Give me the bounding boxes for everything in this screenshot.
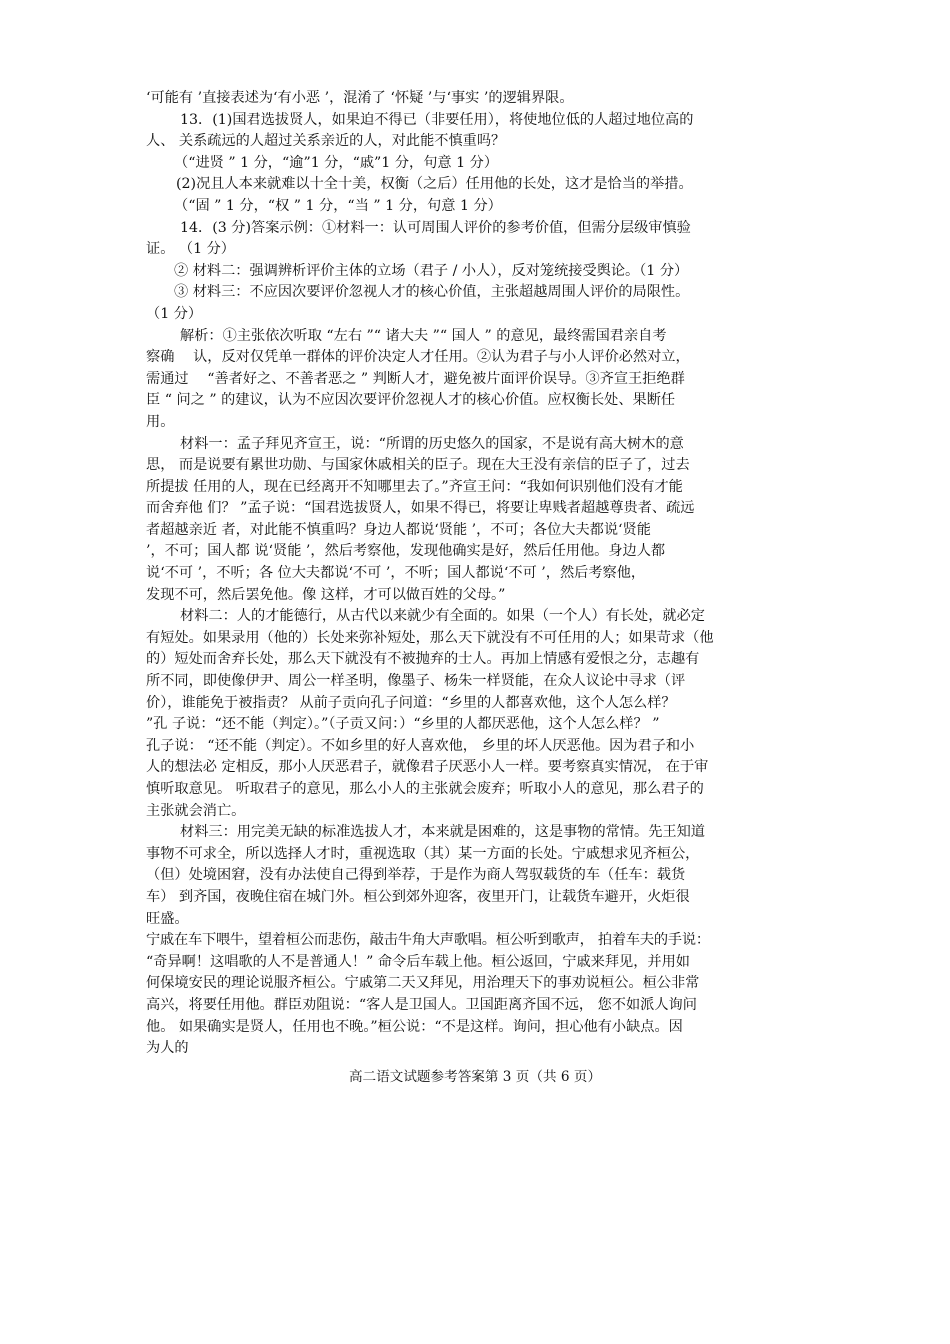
text-line: 人、 关系疏远的人超过关系亲近的人，对此能不慎重吗？ xyxy=(146,133,506,150)
text-line: 他。 如果确实是贤人，任用也不晚。”桓公说：“不是这样。询问，担心他有小缺点。因 xyxy=(146,1018,683,1035)
text-line: 证。 （1 分） xyxy=(146,241,235,258)
text-line: 材料二：人的才能德行，从古代以来就少有全面的。如果（一个人）有长处，就必定 xyxy=(180,608,705,625)
text-line: 事物不可求全，所以选择人才时，重视选取（其）某一方面的长处。宁戚想求见齐桓公， xyxy=(146,845,700,862)
text-line: （1 分） xyxy=(146,305,203,322)
text-line: 材料一：孟子拜见齐宣王，说：“所谓的历史悠久的国家，不是说有高大树木的意 xyxy=(180,435,684,452)
text-line: 价），谁能免于被指责？ 从前子贡向孔子问道：“乡里的人都喜欢他，这个人怎么样？ xyxy=(146,694,676,711)
text-line: 者超越亲近 者，对此能不慎重吗？身边人都说‘贤能 ’，不可；各位大夫都说‘贤能 xyxy=(146,521,651,538)
text-line: 说‘不可 ’，不听；各 位大夫都说‘不可 ’，不听；国人都说‘不可 ’，然后考察他， xyxy=(146,565,646,582)
text-line: 材料三：用完美无缺的标准选拔人才，本来就是困难的，这是事物的常情。先王知道 xyxy=(180,824,705,841)
text-line: ”孔 子说：“还不能（判定）。”（子贡又问：）“乡里的人都厌恶他，这个人怎么样？ ” xyxy=(146,716,660,733)
text-line: 所提拔 任用的人，现在已经离开不知哪里去了。”齐宣王问：“我如何识别他们没有才能 xyxy=(146,478,683,495)
text-line: 为人的 xyxy=(146,1040,189,1057)
text-line: 高兴，将要任用他。群臣劝阻说：“客人是卫国人。卫国距离齐国不远， 您不如派人询问 xyxy=(146,996,697,1013)
text-line: 孔子说： “还不能（判定）。不如乡里的好人喜欢他， 乡里的坏人厌恶他。因为君子和小 xyxy=(146,737,695,754)
text-line: ③ 材料三：不应因次要评价忽视人才的核心价值，主张超越周围人评价的局限性。 xyxy=(174,284,690,301)
text-line: 察确 认，反对仅凭单一群体的评价决定人才任用。②认为君子与小人评价必然对立， xyxy=(146,349,690,366)
text-line: 用。 xyxy=(146,413,175,430)
text-line: （但）处境困窘，没有办法使自己得到举荐，于是作为商人驾驭载货的车（任车：载货 xyxy=(146,867,686,884)
text-line: 人的想法必 定相反，那小人厌恶君子，就像君子厌恶小人一样。要考察真实情况， 在于审 xyxy=(146,759,709,776)
text-line: 臣 “ 问之 ” 的建议，认为不应因次要评价忽视人才的核心价值。应权衡长处、果断任 xyxy=(146,392,676,409)
text-line: 有短处。如果录用（他的）长处来弥补短处，那么天下就没有不可任用的人；如果苛求（他 xyxy=(146,629,714,646)
text-line: ’，不可；国人都 说‘贤能 ’，然后考察他，发现他确实是好，然后任用他。身边人都 xyxy=(146,543,666,560)
text-line: ② 材料二：强调辨析评价主体的立场（君子 / 小人），反对笼统接受舆论。（1 分） xyxy=(174,262,689,279)
text-line: （“固 ” 1 分，“权 ” 1 分，“当 ” 1 分，句意 1 分） xyxy=(174,197,502,214)
text-line: 车） 到齐国，夜晚住宿在城门外。桓公到郊外迎客，夜里开门，让载货车避开，火炬很 xyxy=(146,888,690,905)
text-line: 何保境安民的理论说服齐桓公。宁戚第二天又拜见，用治理天下的事劝说桓公。桓公非常 xyxy=(146,975,700,992)
text-line: 的）短处而舍弃长处，那么天下就没有不被抛弃的士人。再加上情感有爱恨之分，志趣有 xyxy=(146,651,700,668)
page-footer: 高二语文试题参考答案第 3 页（共 6 页） xyxy=(348,1069,602,1085)
text-line: 解析：①主张依次听取 “左右 ”“ 诸大夫 ”“ 国人 ” 的意见，最终需国君亲自考 xyxy=(180,327,667,344)
text-line: 宁戚在车下喂牛，望着桓公而悲伤，敲击牛角大声歌唱。桓公听到歌声， 拍着车夫的手说： xyxy=(146,932,710,949)
text-line: 13．(1)国君选拔贤人，如果迫不得已（非要任用），将使地位低的人超过地位高的 xyxy=(180,111,694,128)
text-line: （“进贤 ” 1 分，“逾”1 分，“戚”1 分，句意 1 分） xyxy=(174,154,499,171)
text-line: 14．(3 分)答案示例：①材料一：认可周围人评价的参考价值，但需分层级审慎验 xyxy=(180,219,691,236)
text-line: 所不同，即使像伊尹、周公一样圣明，像墨子、杨朱一样贤能，在众人议论中寻求（评 xyxy=(146,673,686,690)
text-line: ‘可能有 ’直接表述为‘有小恶 ’，混淆了 ‘怀疑 ’与‘事实 ’的逻辑界限。 xyxy=(146,90,574,106)
answer-text-body xyxy=(146,88,808,1060)
text-line: 而舍弃他 们？ ”孟子说：“国君选拔贤人，如果不得已，将要让卑贱者超越尊贵者、疏远 xyxy=(146,500,695,517)
text-line: “奇异啊！这唱歌的人不是普通人！” 命令后车载上他。桓公返回，宁戚来拜见，并用如 xyxy=(146,953,690,970)
text-line: 主张就会消亡。 xyxy=(146,802,246,819)
text-line: (2)况且人本来就难以十全十美，权衡（之后）任用他的长处，这才是恰当的举措。 xyxy=(176,176,693,193)
text-line: 慎听取意见。 听取君子的意见，那么小人的主张就会废弃；听取小人的意见，那么君子的 xyxy=(146,781,704,797)
text-line: 需通过 “善者好之、不善者恶之 ” 判断人才，避免被片面评价误导。③齐宣王拒绝群 xyxy=(146,370,685,387)
text-line: 旺盛。 xyxy=(146,910,189,927)
text-line: 发现不可，然后罢免他。像 这样，才可以做百姓的父母。” xyxy=(146,586,506,603)
text-line: 思， 而是说要有累世功勋、与国家休戚相关的臣子。现在大王没有亲信的臣子了，过去 xyxy=(146,457,690,474)
